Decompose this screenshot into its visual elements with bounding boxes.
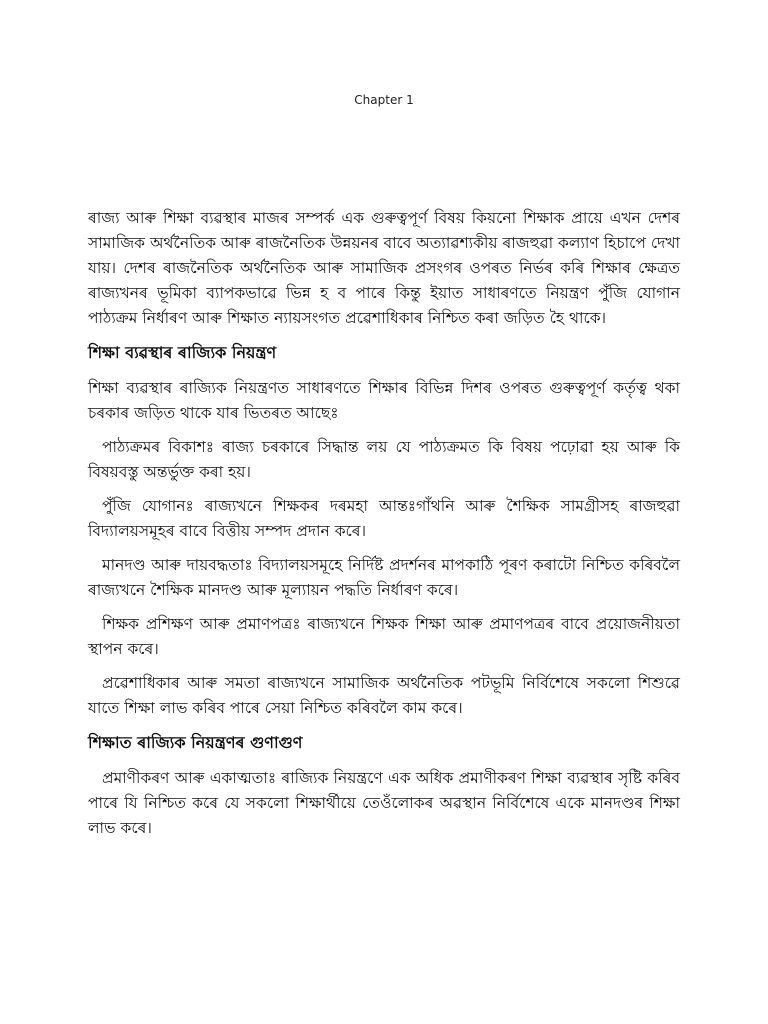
list-item-curriculum: পাঠ্যক্ৰমৰ বিকাশঃ ৰাজ্য চৰকাৰে সিদ্ধান্ত লয় যে পাঠ্যক্ৰমত কি বিষয় পঢ়োৱা হয় আৰু কি বিষয়বস্তু অন্তৰ্ভুক্ত কৰা হয়। [88,438,680,481]
list-item-funding: পুঁজি যোগানঃ ৰাজ্যখনে শিক্ষকৰ দৰমহা আন্তঃগাঁথনি আৰু শৈক্ষিক সামগ্ৰীসহ ৰাজহুৱা বিদ্যালয়সমূহৰ বাবে বিত্তীয় সম্পদ প্ৰদান কৰে। [88,497,680,540]
section-heading-merits: শিক্ষাত ৰাজ্যিক নিয়ন্ত্ৰণৰ গুণাগুণ [88,733,303,752]
list-item-standards: মানদণ্ড আৰু দায়বদ্ধতাঃ বিদ্যালয়সমূহে নিৰ্দিষ্ট প্ৰদৰ্শনৰ মাপকাঠি পূৰণ কৰাটো নিশ্চিত কৰিবলৈ ৰাজ্যখনে শৈক্ষিক মানদণ্ড আৰু মূল্যায়ন পদ্ধতি নিৰ্ধাৰণ কৰে। [88,556,680,599]
section-heading-state-control: শিক্ষা ব্যৱস্থাৰ ৰাজ্যিক নিয়ন্ত্ৰণ [88,343,277,362]
list-item-access-equity: প্ৰৱেশাধিকাৰ আৰু সমতা ৰাজ্যখনে সামাজিক অৰ্থনৈতিক পটভূমি নিৰ্বিশেষে সকলো শিশুৱে যাতে শিক্ষা লাভ কৰিব পাৰে সেয়া নিশ্চিত কৰিবলৈ কাম কৰে। [88,674,680,717]
list-item-teacher-training: শিক্ষক প্ৰশিক্ষণ আৰু প্ৰমাণপত্ৰঃ ৰাজ্যখনে শিক্ষক শিক্ষা আৰু প্ৰমাণপত্ৰৰ বাবে প্ৰয়োজনীয়তা স্থাপন কৰে। [88,615,680,658]
chapter-label: Chapter 1 [354,93,414,107]
document-body [88,206,680,850]
intro-paragraph: ৰাজ্য আৰু শিক্ষা ব্যৱস্থাৰ মাজৰ সম্পৰ্ক এক গুৰুত্বপূৰ্ণ বিষয় কিয়নো শিক্ষাক প্ৰায়ে এখন দেশৰ সামাজিক অৰ্থনৈতিক আৰু ৰাজনৈতিক উন্নয়নৰ বাবে অত্যাৱশ্যকীয় ৰাজহুৱা কল্যাণ হিচাপে দেখা যায়। দেশৰ ৰাজনৈতিক অৰ্থনৈতিক আৰু সামাজিক প্ৰসংগৰ ওপৰত নিৰ্ভৰ কৰি শিক্ষাৰ ক্ষেত্ৰত ৰাজ্যখনৰ ভূমিকা ব্যাপকভাৱে ভিন্ন হ ব পাৰে কিন্তু ইয়াত সাধাৰণতে নিয়ন্ত্ৰণ পুঁজি যোগান পাঠ্যক্ৰম নিৰ্ধাৰণ আৰু শিক্ষাত ন্যায়সংগত প্ৰৱেশাধিকাৰ নিশ্চিত কৰা জড়িত হৈ থাকে। [88,209,680,327]
section1-intro-paragraph: শিক্ষা ব্যৱস্থাৰ ৰাজ্যিক নিয়ন্ত্ৰণত সাধাৰণতে শিক্ষাৰ বিভিন্ন দিশৰ ওপৰত গুৰুত্বপূৰ্ণ কৰ্তৃত্ব থকা চৰকাৰ জড়িত থাকে যাৰ ভিতৰত আছেঃ [88,379,680,422]
list-item-standardization: প্ৰমাণীকৰণ আৰু একাত্মতাঃ ৰাজ্যিক নিয়ন্ত্ৰণে এক অধিক প্ৰমাণীকৰণ শিক্ষা ব্যৱস্থাৰ সৃষ্টি কৰিব পাৰে যি নিশ্চিত কৰে যে সকলো শিক্ষাৰ্থীয়ে তেওঁলোকৰ অৱস্থান নিৰ্বিশেষে একে মানদণ্ডৰ শিক্ষা লাভ কৰে। [88,769,680,837]
